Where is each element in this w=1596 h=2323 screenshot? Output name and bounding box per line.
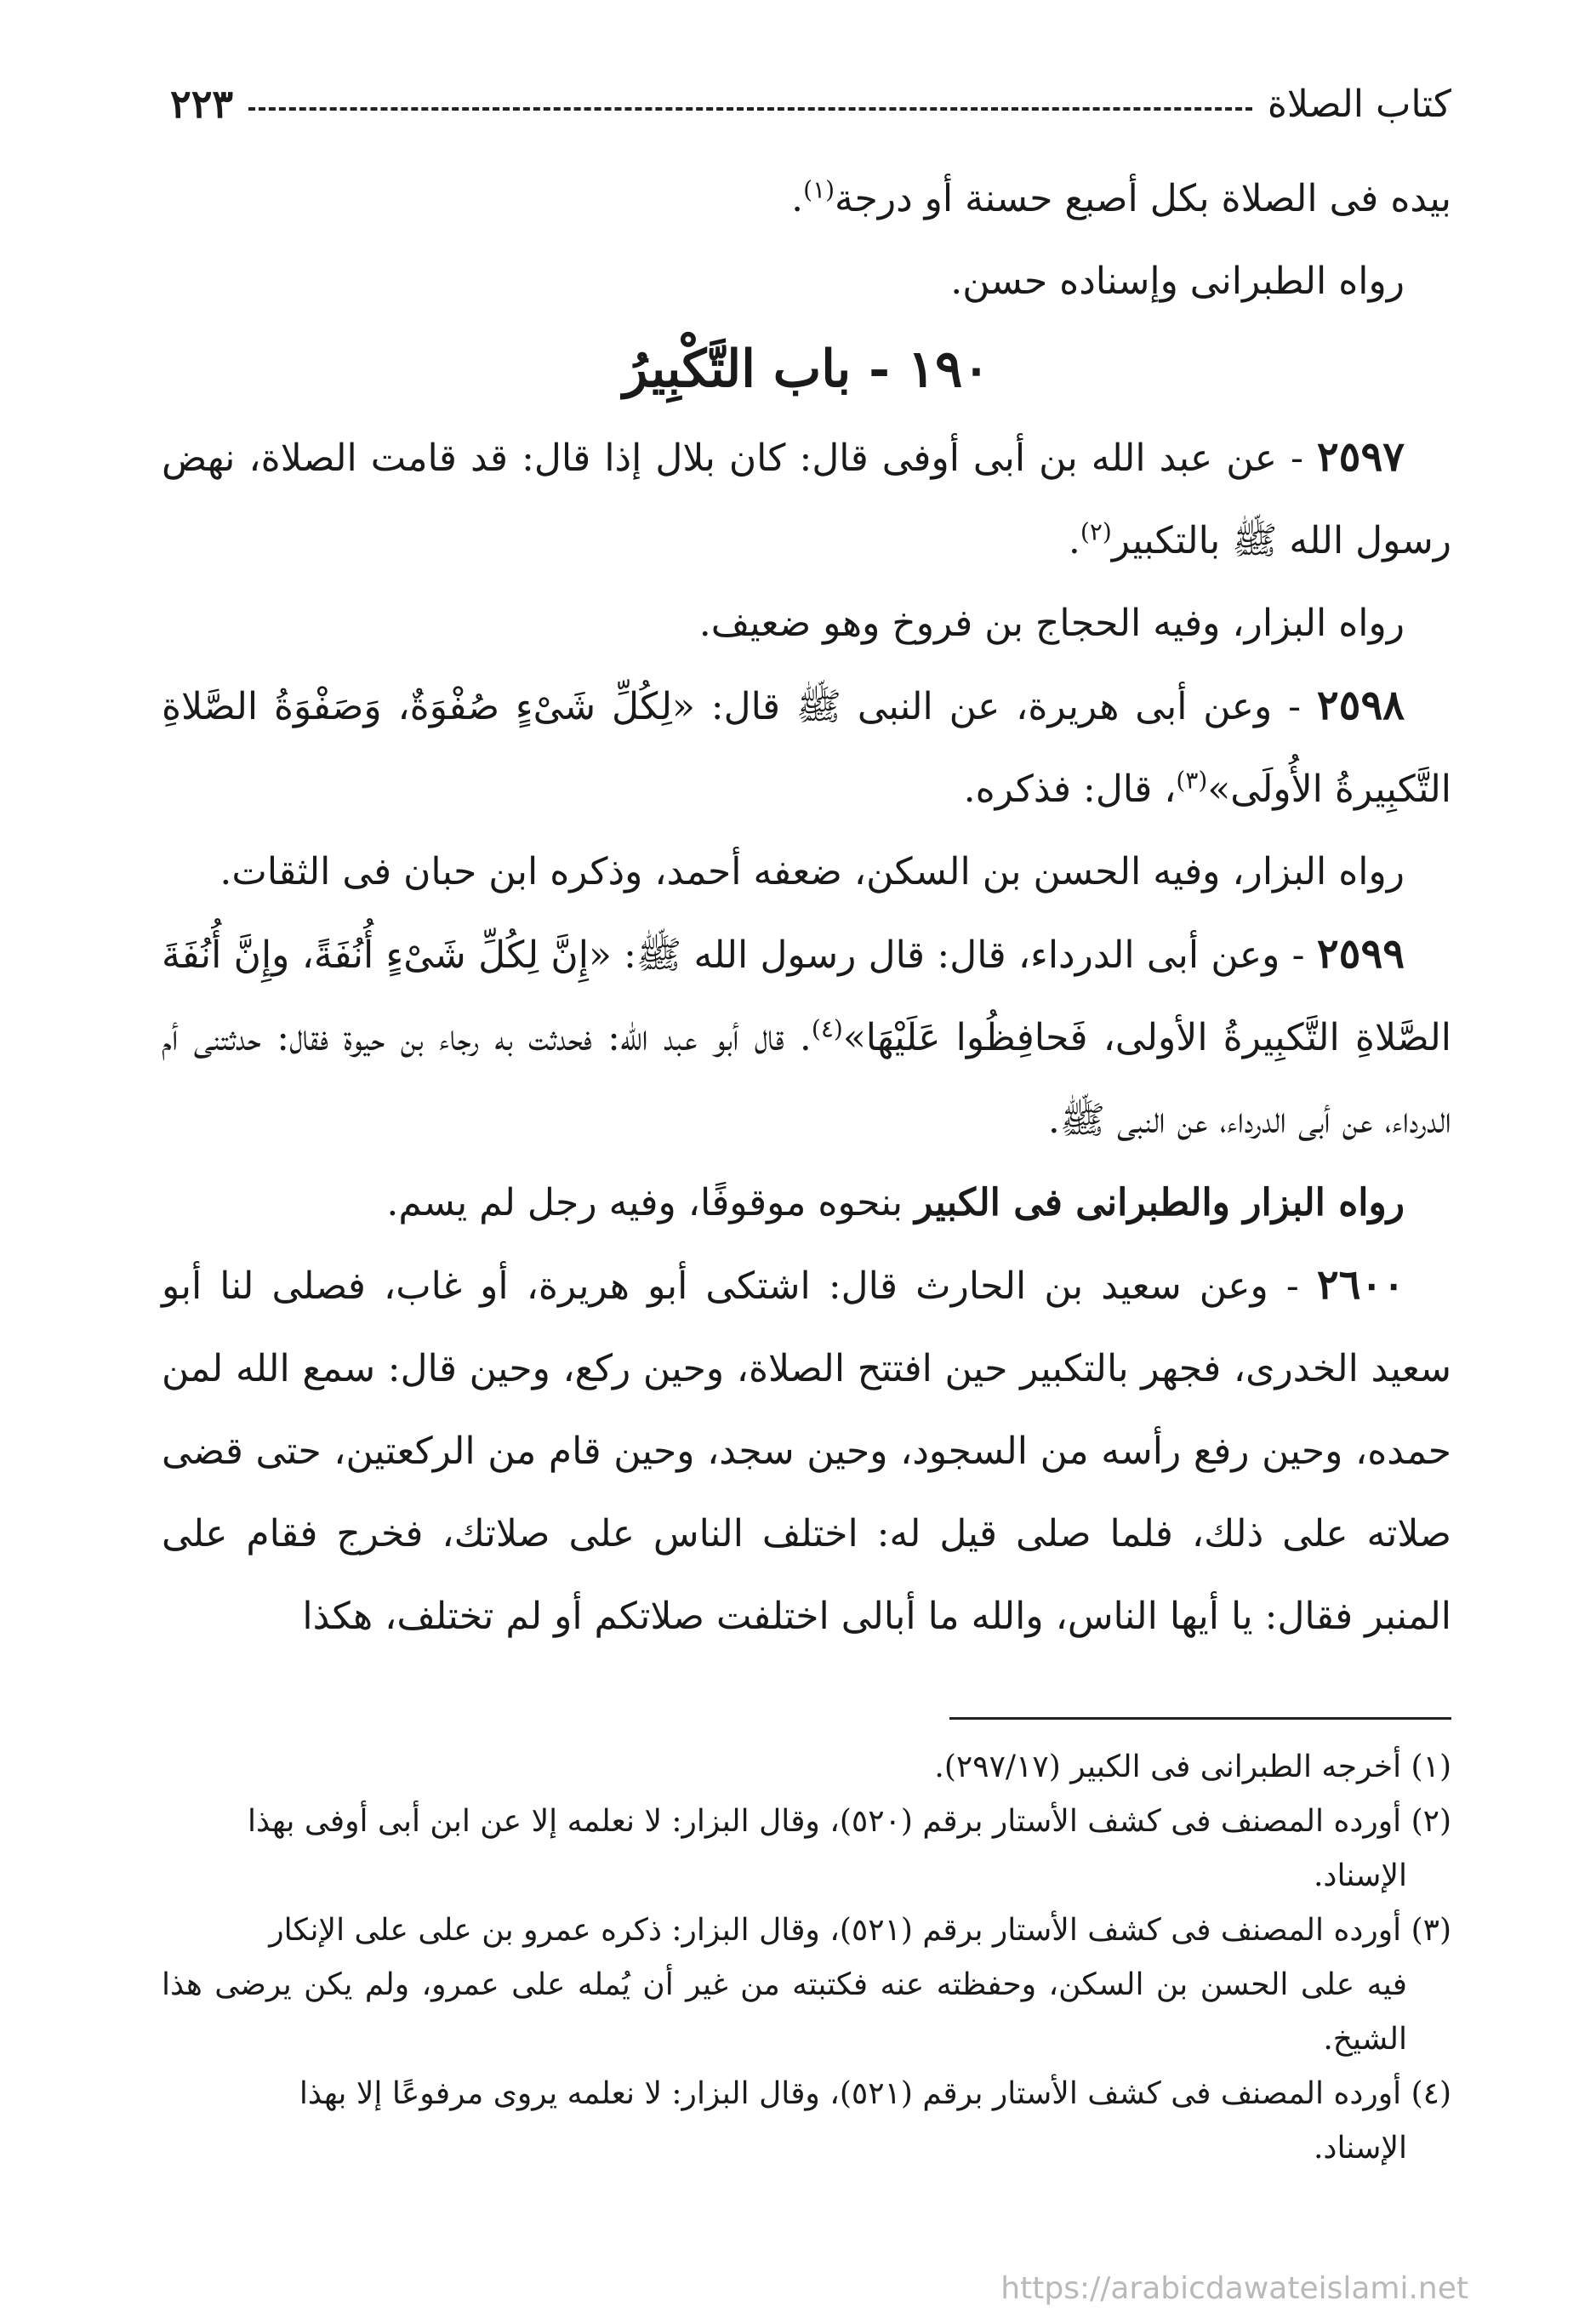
book-title: كتاب الصلاة: [1267, 82, 1451, 126]
continuation-paragraph: بيده فى الصلاة بكل أصبع حسنة أو درجة$^{(١)}$.: [791, 175, 1451, 220]
footnote-separator: [949, 1717, 1451, 1720]
page-number: ٢٢٣: [170, 81, 234, 127]
footnote-2: (٢) أورده المصنف فى كشف الأستار برقم (٥٢٠)، وقال البزار: لا نعلمه إلا عن ابن أبى أوفى بهذا: [247, 1804, 1451, 1839]
footnote-4-continuation: الإسناد.: [1313, 2131, 1407, 2166]
footnote-ref-4: (٤): [811, 1014, 843, 1043]
source-note: رواه البزار، وفيه الحجاج بن فروخ وهو ضعيف.: [698, 602, 1405, 645]
hadith-number: ٢٥٩٨: [1316, 682, 1405, 729]
hadith-2600: ٢٦٠٠ - وعن سعيد بن الحارث قال: اشتكى أبو هريرة، أو غاب، فصلى لنا أبو سعيد الخدرى، فجهر بالتكبير حين افتتح الصلاة، وحين ركع، وحين قال: سمع الله لمن حمده، وحين رفع رأسه من السجود، وحين سجد، وحين قام من الركعتين، حتى قضى صلاته على ذلك، فلما صلى قيل له: اختلف الناس على صلاتك، فخرج فقام على المنبر فقال: يا أيها الناس، والله ما أبالى اختلفت صلاتكم أو لم تختلف، هكذا: [162, 1261, 1451, 1638]
page-header: [170, 78, 1451, 129]
hadith-2598: ٢٥٩٨ - وعن أبى هريرة، عن النبى ﷺ قال: «لِكُلِّ شَىْءٍ صُفْوَةٌ، وَصَفْوَةُ الصَّلاةِ التَّكبِيرةُ الأُولَى»$^{(٣)}$، قال: فذكره.: [162, 682, 1451, 811]
footnote-4: (٤) أورده المصنف فى كشف الأستار برقم (٥٢١)، وقال البزار: لا نعلمه يروى مرفوعًا إلا بهذا: [299, 2076, 1451, 2111]
footnote-1: (١) أخرجه الطبرانى فى الكبير (٢٩٧/١٧).: [934, 1749, 1451, 1784]
source-note: رواه البزار والطبرانى فى الكبير بنحوه موقوفًا، وفيه رجل لم يسم.: [386, 1181, 1405, 1224]
main-text: [162, 157, 1451, 1658]
footnote-3-continuation: فيه على الحسن بن السكن، وحفظته عنه فكتبته من غير أن يُمله على عمرو، ولم يكن يرضى هذا الشيخ.: [162, 1967, 1407, 2057]
source-note: رواه البزار، وفيه الحسن بن السكن، ضعفه أحمد، وذكره ابن حبان فى الثقات.: [219, 850, 1405, 893]
hadith-2597: ٢٥٩٧ - عن عبد الله بن أبى أوفى قال: كان بلال إذا قال: قد قامت الصلاة، نهض رسول الله ﷺ بالتكبير$^{(٢)}$.: [162, 433, 1451, 562]
hadith-number: ٢٥٩٧: [1316, 433, 1405, 481]
footnote-3: (٣) أورده المصنف فى كشف الأستار برقم (٥٢١)، وقال البزار: ذكره عمرو بن على على الإنكار: [269, 1913, 1451, 1948]
hadith-number: ٢٥٩٩: [1316, 930, 1405, 978]
header-divider: [248, 107, 1252, 111]
chapter-heading: ١٩٠ - باب التَّكْبِيرُ: [623, 340, 990, 399]
footnote-2-continuation: الإسناد.: [1313, 1858, 1407, 1893]
hadith-2599: ٢٥٩٩ - وعن أبى الدرداء، قال: قال رسول الله ﷺ: «إِنَّ لِكُلِّ شَىْءٍ أُنُفَةً، وإِنَّ أُنُفَةَ الصَّلاةِ التَّكبِيرةُ الأولى، فَحافِظُوا عَلَيْهَا»$^{(٤)}$. قال أبو عبد الله: فحدثت به رجاء بن حيوة فقال: حدثتنى أم الدرداء، عن أبى الدرداء، عن النبى ﷺ.: [162, 930, 1452, 1142]
hadith-number: ٢٦٠٠: [1316, 1261, 1405, 1309]
footnote-ref-3: (٣): [1176, 766, 1208, 795]
source-note: رواه الطبرانى وإسناده حسن.: [950, 260, 1405, 303]
footnote-ref-2: (٢): [1080, 517, 1112, 546]
footnote-ref-1: (١): [803, 175, 835, 204]
watermark-url: https://arabicdawateislami.net: [1000, 2271, 1468, 2306]
footnotes: [162, 1740, 1451, 2176]
